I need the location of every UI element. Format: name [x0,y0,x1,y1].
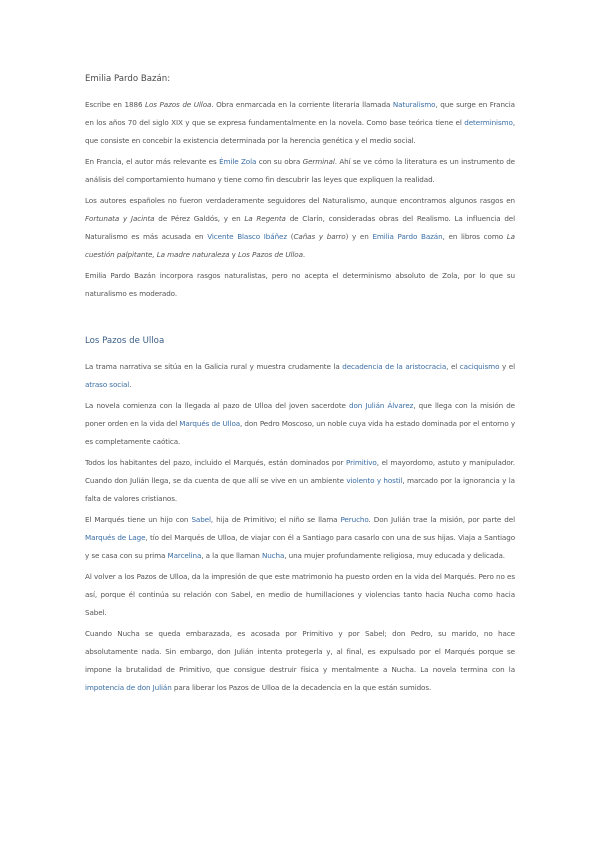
text-run: Los autores españoles no fueron verdaderamente seguidores del Naturalismo, aunque encontramos algunos rasgos en [85,196,515,205]
text-run: . Obra enmarcada en la corriente literaria llamada [211,100,393,109]
text-run: , don Pedro Moscoso, un noble cuya vida ha estado dominada por el entorno y es completamente caótica. [85,419,515,446]
text-run: , que llega con la misión de poner orden en la vida del [85,401,516,428]
italic-title: Los Pazos de Ulloa [145,100,212,109]
paragraph-4: Emilia Pardo Bazán incorpora rasgos naturalistas, pero no acepta el determinismo absoluto de Zola, por lo que su naturalismo es moderado. [85,271,515,298]
section-title-emilia: Emilia Pardo Bazán: [85,74,171,84]
text-run: de Clarín, consideradas obras del Realismo. La influencia del Naturalismo es más acusada en [85,214,516,241]
highlight-term: Marcelina [167,551,202,560]
text-run: , el mayordomo, astuto y manipulador. Cuando don Julián llega, se da cuenta de que allí se vive en un ambiente [85,458,515,485]
paragraph-10 [85,625,515,697]
text-run: , que surge en Francia en los años 70 del siglo XIX y que se expresa fundamentalmente en la novela. Como base teórica tiene el [85,100,515,127]
paragraph-6 [85,397,515,451]
text-run: La trama narrativa se sitúa en la Galicia rural y muestra crudamente la [85,362,343,371]
text-run: Escribe en 1886 [85,100,146,109]
paragraph-5 [85,358,515,394]
text-run: La novela comienza con la llegada al pazo de Ulloa del joven sacerdote [85,401,349,410]
italic-title: La Regenta [244,214,286,223]
italic-title: Cañas y barro [293,232,346,241]
highlight-term: Primitivo [346,458,377,467]
text-run: , en libros como [442,232,507,241]
highlight-term: Emilia Pardo Bazán [372,232,443,241]
text-run: , marcado por la ignorancia y la falta de valores cristianos. [85,476,515,503]
italic-title: Germinal [302,157,335,166]
text-run: y el [499,362,515,371]
text-run: . [129,380,132,389]
text-run: Todos los habitantes del pazo, incluido el Marqués, están dominados por [85,458,346,467]
text-run: ) y en [345,232,373,241]
paragraph-9: Al volver a los Pazos de Ulloa, da la impresión de que este matrimonio ha puesto orden en la vida del Marqués. Pero no es así, porque él continúa su relación con Sabel, en medio de humillaciones y violencias tanto hacia Nucha como hacia Sabel. [85,572,515,617]
text-run: con su obra [256,157,303,166]
text-run: . Don Julián trae la misión, por parte del [368,515,515,524]
highlight-term: decadencia de la aristocracia [342,362,447,371]
highlight-term: atraso social [85,380,130,389]
highlight-term: Émile Zola [219,157,257,166]
italic-title: La cuestión palpitante, La madre naturaleza [85,232,515,259]
text-run: , a la que llaman [201,551,262,560]
paragraph-3 [85,192,515,264]
paragraph-2 [85,153,515,189]
highlight-term: violento y hostil [346,476,403,485]
paragraph-1 [85,96,515,150]
highlight-term: Nucha [261,551,285,560]
highlight-term: impotencia de don Julián [85,683,172,692]
text-run: , una mujer profundamente religiosa, muy educada y delicada. [284,551,505,560]
text-run: , el [446,362,460,371]
highlight-term: caciquismo [459,362,500,371]
text-run: para liberar los Pazos de Ulloa de la decadencia en la que están sumidos. [171,683,432,692]
text-run: ( [287,232,294,241]
section-title-pazos: Los Pazos de Ulloa [85,336,165,346]
highlight-term: don Julián Álvarez [349,401,414,410]
document-body [85,70,515,700]
highlight-term: Naturalismo [392,100,436,109]
text-run: , que consiste en concebir la existencia determinada por la herencia genética y el medio social. [85,118,515,145]
text-run: , tío del Marqués de Ulloa, de viajar con él a Santiago para casarlo con una de sus hijas. Viaja a Santiago y se casa con su prima [85,533,516,560]
text-run: , hija de Primitivo; el niño se llama [210,515,341,524]
highlight-term: Marqués de Ulloa [179,419,241,428]
text-run: Cuando Nucha se queda embarazada, es acosada por Primitivo y por Sabel; don Pedro, su marido, no hace absolutamente nada. Sin embargo, don Julián intenta protegerla y, al final, es expulsado por el Marqués porque se impone la brutalidad de Primitivo, que consigue destruir física y mentalmente a Nucha. La novela termina con la [85,629,515,674]
text-run: y [229,250,238,259]
text-run: . [302,250,306,259]
text-run: . Ahí se ve cómo la literatura es un instrumento de análisis del comportamiento humano y tiene como fin descubrir las leyes que expliquen la realidad. [85,157,515,184]
italic-title: Fortunata y Jacinta [85,214,155,223]
text-run: de Pérez Galdós, y en [154,214,245,223]
highlight-term: determinismo [464,118,513,127]
highlight-term: Perucho [340,515,369,524]
italic-title: Los Pazos de Ulloa [237,250,303,259]
text-run: El Marqués tiene un hijo con [85,515,192,524]
text-run: En Francia, el autor más relevante es [85,157,220,166]
paragraph-7 [85,454,515,508]
highlight-term: Vicente Blasco Ibáñez [207,232,288,241]
highlight-term: Marqués de Lage [85,533,146,542]
highlight-term: Sabel [191,515,211,524]
paragraph-8 [85,511,515,565]
